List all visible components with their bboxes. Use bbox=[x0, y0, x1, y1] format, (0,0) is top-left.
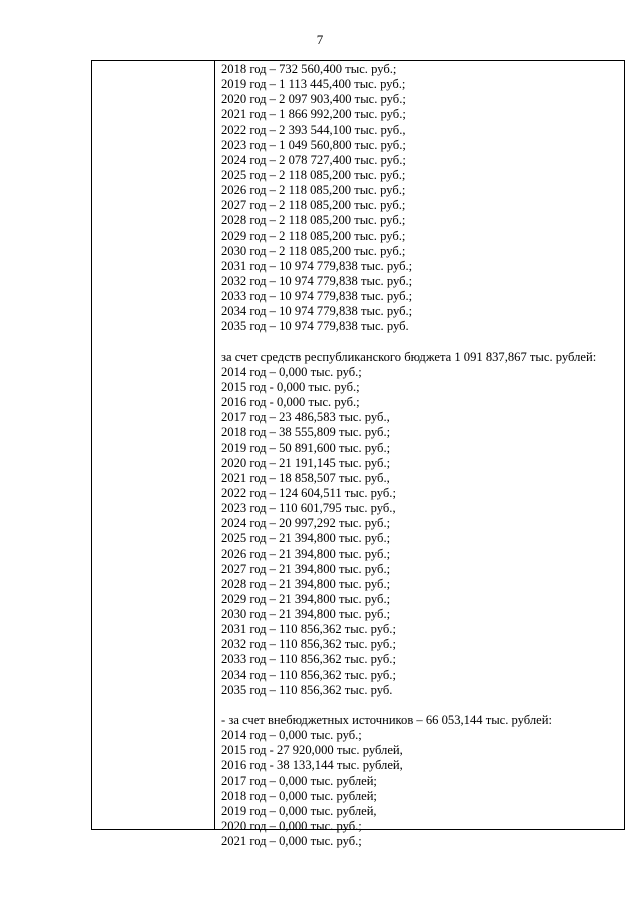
year-amount-line: 2017 год – 23 486,583 тыс. руб., bbox=[221, 410, 390, 425]
year-amount-line: 2031 год – 10 974 779,838 тыс. руб.; bbox=[221, 258, 413, 273]
year-amount-line: 2018 год – 732 560,400 тыс. руб.; bbox=[221, 62, 397, 76]
page-number: 7 bbox=[316, 32, 324, 47]
table-right-cell bbox=[215, 61, 624, 849]
year-amount-line: 2020 год – 0,000 тыс. руб.; bbox=[221, 819, 362, 834]
year-amount-line: 2019 год – 50 891,600 тыс. руб.; bbox=[221, 440, 391, 455]
year-amount-line: 2029 год – 21 394,800 тыс. руб.; bbox=[221, 591, 391, 606]
year-amount-line: 2030 год – 2 118 085,200 тыс. руб.; bbox=[221, 243, 406, 258]
year-amount-line: 2016 год - 0,000 тыс. руб.; bbox=[221, 395, 360, 410]
year-amount-line: 2025 год – 21 394,800 тыс. руб.; bbox=[221, 531, 391, 546]
year-amount-line: 2021 год – 0,000 тыс. руб.; bbox=[221, 834, 362, 849]
year-amount-line: 2028 год – 2 118 085,200 тыс. руб.; bbox=[221, 213, 406, 228]
year-amount-line: 2024 год – 2 078 727,400 тыс. руб.; bbox=[221, 152, 406, 167]
year-amount-line: 2026 год – 21 394,800 тыс. руб.; bbox=[221, 546, 391, 561]
year-amount-line: 2034 год – 110 856,362 тыс. руб.; bbox=[221, 667, 396, 682]
year-amount-line: 2025 год – 2 118 085,200 тыс. руб.; bbox=[221, 167, 406, 182]
extrabudgetary-heading: - за счет внебюджетных источников – 66 053,144 тыс. рублей: bbox=[221, 713, 553, 728]
extrabudgetary-by-year-list bbox=[221, 728, 624, 849]
year-amount-line: 2018 год – 38 555,809 тыс. руб.; bbox=[221, 425, 391, 440]
spacer bbox=[221, 698, 624, 713]
year-amount-line: 2027 год – 21 394,800 тыс. руб.; bbox=[221, 561, 391, 576]
year-amount-line: 2024 год – 20 997,292 тыс. руб.; bbox=[221, 516, 391, 531]
table-left-cell bbox=[92, 61, 215, 829]
year-amount-line: 2026 год – 2 118 085,200 тыс. руб.; bbox=[221, 183, 406, 198]
year-amount-line: 2032 год – 110 856,362 тыс. руб.; bbox=[221, 637, 396, 652]
year-amount-line: 2021 год – 18 858,507 тыс. руб., bbox=[221, 470, 390, 485]
year-amount-line: 2019 год – 0,000 тыс. рублей, bbox=[221, 803, 377, 818]
year-amount-line: 2030 год – 21 394,800 тыс. руб.; bbox=[221, 607, 391, 622]
year-amount-line: 2020 год – 21 191,145 тыс. руб.; bbox=[221, 455, 391, 470]
year-amount-line: 2034 год – 10 974 779,838 тыс. руб.; bbox=[221, 304, 413, 319]
year-amount-line: 2033 год – 10 974 779,838 тыс. руб.; bbox=[221, 289, 413, 304]
year-amount-line: 2019 год – 1 113 445,400 тыс. руб.; bbox=[221, 77, 406, 92]
year-amount-line: 2016 год - 38 133,144 тыс. рублей, bbox=[221, 758, 403, 773]
year-amount-line: 2018 год – 0,000 тыс. рублей; bbox=[221, 788, 377, 803]
year-amount-line: 2015 год - 0,000 тыс. руб.; bbox=[221, 379, 360, 394]
year-amount-line: 2023 год – 1 049 560,800 тыс. руб.; bbox=[221, 137, 406, 152]
year-amount-line: 2035 год – 110 856,362 тыс. руб. bbox=[221, 682, 393, 697]
year-amount-line: 2029 год – 2 118 085,200 тыс. руб.; bbox=[221, 228, 406, 243]
year-amount-line: 2021 год – 1 866 992,200 тыс. руб.; bbox=[221, 107, 406, 122]
year-amount-line: 2033 год – 110 856,362 тыс. руб.; bbox=[221, 652, 396, 667]
funding-table bbox=[91, 60, 625, 849]
year-amount-line: 2020 год – 2 097 903,400 тыс. руб.; bbox=[221, 92, 406, 107]
spacer bbox=[221, 335, 624, 350]
republican-budget-heading: за счет средств республиканского бюджета 1 091 837,867 тыс. рублей: bbox=[221, 349, 597, 364]
year-amount-line: 2032 год – 10 974 779,838 тыс. руб.; bbox=[221, 273, 413, 288]
year-amount-line: 2015 год - 27 920,000 тыс. рублей, bbox=[221, 743, 403, 758]
year-amount-line: 2014 год – 0,000 тыс. руб.; bbox=[221, 364, 362, 379]
year-amount-line: 2027 год – 2 118 085,200 тыс. руб.; bbox=[221, 198, 406, 213]
year-amount-line: 2023 год – 110 601,795 тыс. руб., bbox=[221, 501, 396, 516]
year-amount-line: 2035 год – 10 974 779,838 тыс. руб. bbox=[221, 319, 409, 334]
year-amount-line: 2017 год – 0,000 тыс. рублей; bbox=[221, 773, 377, 788]
year-amount-line: 2031 год – 110 856,362 тыс. руб.; bbox=[221, 622, 396, 637]
year-amount-line: 2022 год – 124 604,511 тыс. руб.; bbox=[221, 485, 396, 500]
year-amount-line: 2028 год – 21 394,800 тыс. руб.; bbox=[221, 576, 391, 591]
republican-budget-by-year-list bbox=[221, 365, 624, 698]
year-amount-line: 2022 год – 2 393 544,100 тыс. руб., bbox=[221, 122, 406, 137]
year-amount-line: 2014 год – 0,000 тыс. руб.; bbox=[221, 728, 362, 743]
funding-total-by-year-list bbox=[221, 62, 624, 335]
